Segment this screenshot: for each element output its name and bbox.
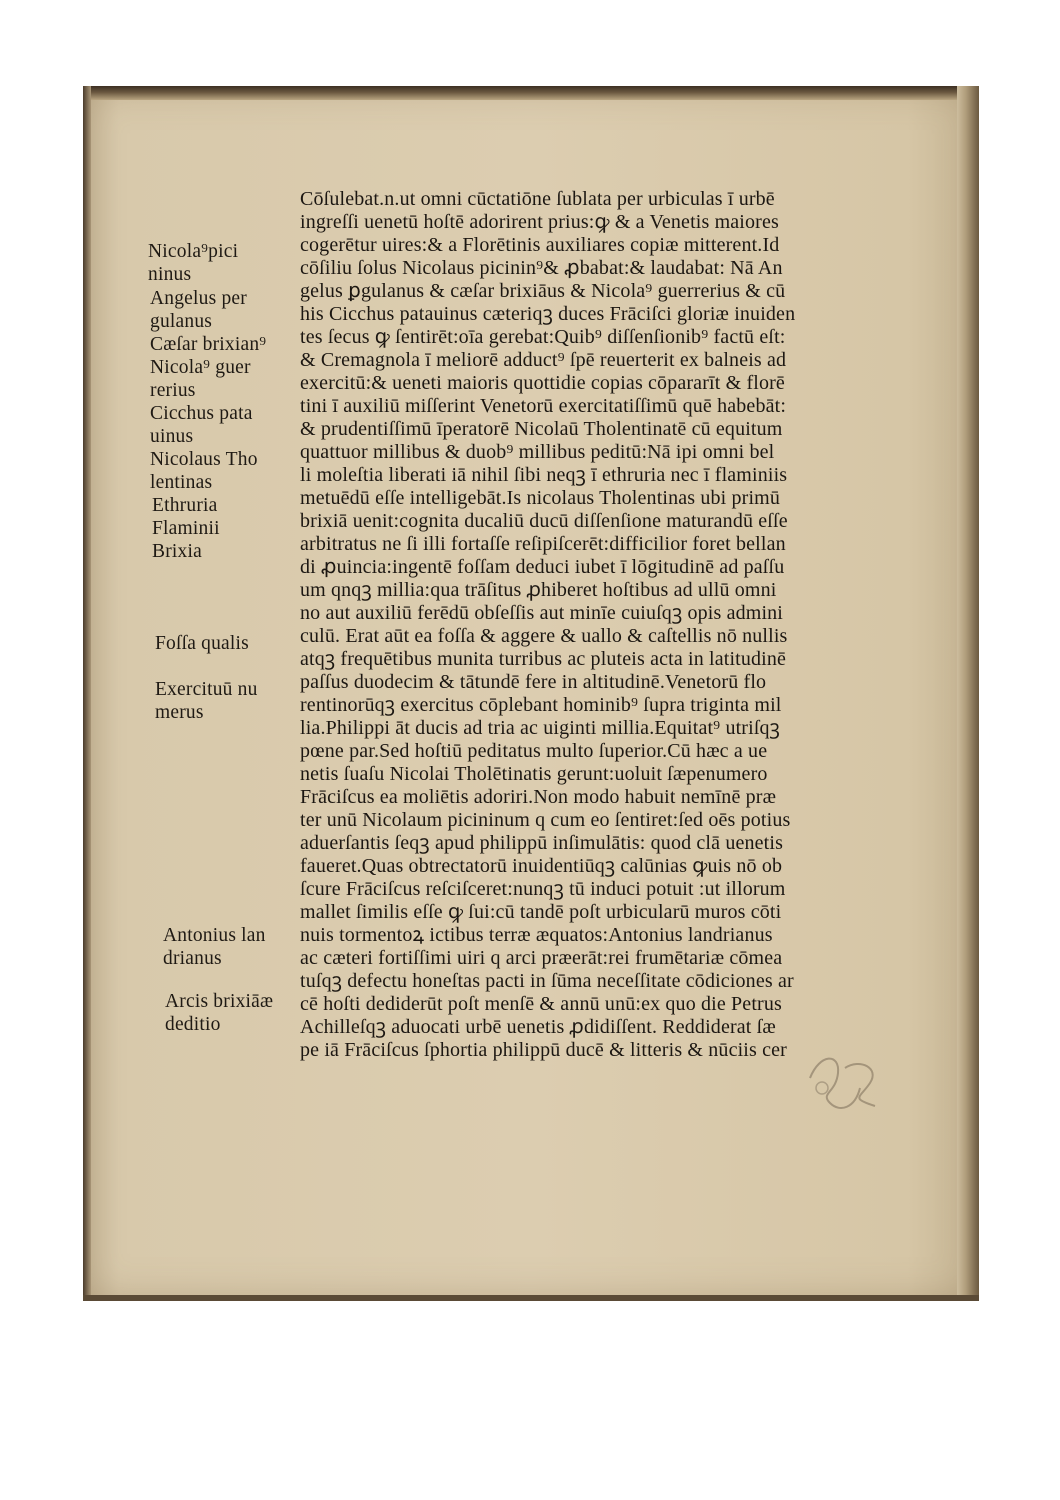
marginal-note: Exercituū nu merus	[155, 679, 258, 723]
marginal-note: Arcis brixiāæ deditio	[165, 991, 274, 1035]
marginal-note: Nicolaus Tho lentinas	[150, 449, 258, 493]
text-line: pe iā Frāciſcus ſphortia philippū ducē & litteris & nūciis cer	[300, 1039, 787, 1061]
text-line: cogerētur uires:& a Florētinis auxiliares copiæ mitterent.Id	[300, 234, 780, 256]
text-line: cē hoſti dediderūt poſt menſē & annū unū:ex quo die Petrus	[300, 993, 782, 1015]
text-line: atqꝫ frequētibus munita turribus ac pluteis acta in latitudinē	[300, 648, 787, 670]
text-line: lia.Philippi āt ducis ad tria ac uiginti millia.Equitat⁹ utriſqꝫ	[300, 717, 781, 739]
text-line: di ꝓuincia:ingentē foſſam deduci iubet ī lōgitudinē ad paſſu	[300, 556, 785, 578]
text-line: aduerſantis ſeqꝫ apud philippū inſimulātis: quod clā uenetis	[300, 832, 784, 854]
marginal-note: Ethruria	[152, 495, 218, 516]
text-line: tuſqꝫ defectu honeſtas pacti in ſūma neceſſitate cōdiciones ar	[300, 970, 794, 992]
text-line: netis ſuaſu Nicolai Tholētinatis gerunt:uoluit ſæpenumero	[300, 763, 768, 785]
text-line: his Cicchus patauinus cæteriqꝫ duces Frāciſci gloriæ inuiden	[300, 303, 796, 325]
text-line: ter unū Nicolaum picininum q cum eo ſentiret:ſed oēs potius	[300, 809, 791, 831]
marginal-note: Cæſar brixian⁹	[150, 334, 267, 355]
text-line: mallet ſimilis eſſe ꝙ ſui:cū tandē poſt urbicularū muros cōti	[300, 901, 782, 923]
text-line: tes ſecus ꝙ ſentirēt:oīa gerebat:Quib⁹ diſſenſionib⁹ factū eſt:	[300, 326, 786, 348]
text-line: quattuor millibus & duob⁹ millibus peditū:Nā ipi omni bel	[300, 441, 775, 463]
text-line: pœne par.Sed hoſtiū peditatus multo ſuperior.Cū hæc a ue	[300, 740, 768, 762]
text-line: ac cæteri fortiſſimi uiri q arci præerāt:rei frumētariæ cōmea	[300, 947, 783, 969]
text-line: & Cremagnola ī meliorē adduct⁹ ſpē reuerterit ex balneis ad	[300, 349, 787, 371]
text-line: Achilleſqꝫ aduocati urbē uenetis ꝓdidiſſent. Reddiderat ſæ	[300, 1016, 776, 1038]
marginal-note: Brixia	[152, 541, 202, 562]
library-stamp-icon	[800, 1048, 886, 1112]
text-line: gelus ꝑgulanus & cæſar brixiāus & Nicola⁹ guerrerius & cū	[300, 280, 786, 302]
page-top-edge	[83, 86, 979, 100]
text-line: brixiā uenit:cognita ducaliū ducū diſſenſione maturandū eſſe	[300, 510, 788, 532]
text-line: Cōſulebat.n.ut omni cūctatiōne ſublata per urbiculas ī urbē	[300, 188, 775, 210]
marginal-note: Antonius lan drianus	[163, 925, 266, 969]
text-line: nuis tormentoꝝ ictibus terræ æquatos:Antonius landrianus	[300, 924, 773, 946]
text-line: paſſus duodecim & tātundē fere in altitudinē.Venetorū flo	[300, 671, 767, 693]
text-line: metuēdū eſſe intelligebāt.Is nicolaus Tholentinas ubi primū	[300, 487, 781, 509]
page-left-edge	[83, 86, 91, 1301]
marginal-note: Nicola⁹ guer rerius	[150, 357, 251, 401]
text-line: & prudentiſſimū īperatorē Nicolaū Tholentinatē cū equitum	[300, 418, 783, 440]
text-line: arbitratus ne ſi illi fortaſſe reſipiſcerēt:difficilior foret bellan	[300, 533, 786, 555]
text-line: li moleſtia liberati iā nihil ſibi neqꝫ ī ethruria nec ī flaminiis	[300, 464, 788, 486]
text-line: culū. Erat aūt ea foſſa & aggere & uallo & caſtellis nō nullis	[300, 625, 788, 647]
text-line: tini ī auxiliū miſſerint Venetorū exercitatiſſimū quē habebāt:	[300, 395, 787, 417]
text-line: rentinorūqꝫ exercitus cōplebant hominib⁹ ſupra triginta mil	[300, 694, 782, 716]
text-line: cōſiliu ſolus Nicolaus picinin⁹& ꝓbabat:& laudabat: Nā An	[300, 257, 783, 279]
text-line: um qnqꝫ millia:qua trāſitus ꝓhiberet hoſtibus ad ullū omni	[300, 579, 777, 601]
marginal-note: Foſſa qualis	[155, 633, 249, 654]
page-bottom-edge	[83, 1295, 979, 1301]
binding-edge	[957, 86, 979, 1301]
marginal-note: Angelus per gulanus	[150, 288, 247, 332]
text-line: exercitū:& ueneti maioris quottidie copias cōpararīt & florē	[300, 372, 785, 394]
marginal-note: Cicchus pata uinus	[150, 403, 253, 447]
text-line: Frāciſcus ea moliētis adoriri.Non modo habuit nemīnē præ	[300, 786, 777, 808]
marginal-note: Nicola⁹pici ninus	[148, 241, 239, 285]
body-text	[300, 188, 910, 1062]
text-line: faueret.Quas obtrectatorū inuidentiūqꝫ calūnias ꝙuis nō ob	[300, 855, 783, 877]
text-line: no aut auxiliū ferēdū obſeſſis aut minīe cuiuſqꝫ opis admini	[300, 602, 784, 624]
text-line: ingreſſi uenetū hoſtē adorirent prius:ꝙ & a Venetis maiores	[300, 211, 779, 233]
marginal-note: Flaminii	[152, 518, 220, 539]
text-line: ſcure Frāciſcus reſciſceret:nunqꝫ tū induci potuit :ut illorum	[300, 878, 786, 900]
